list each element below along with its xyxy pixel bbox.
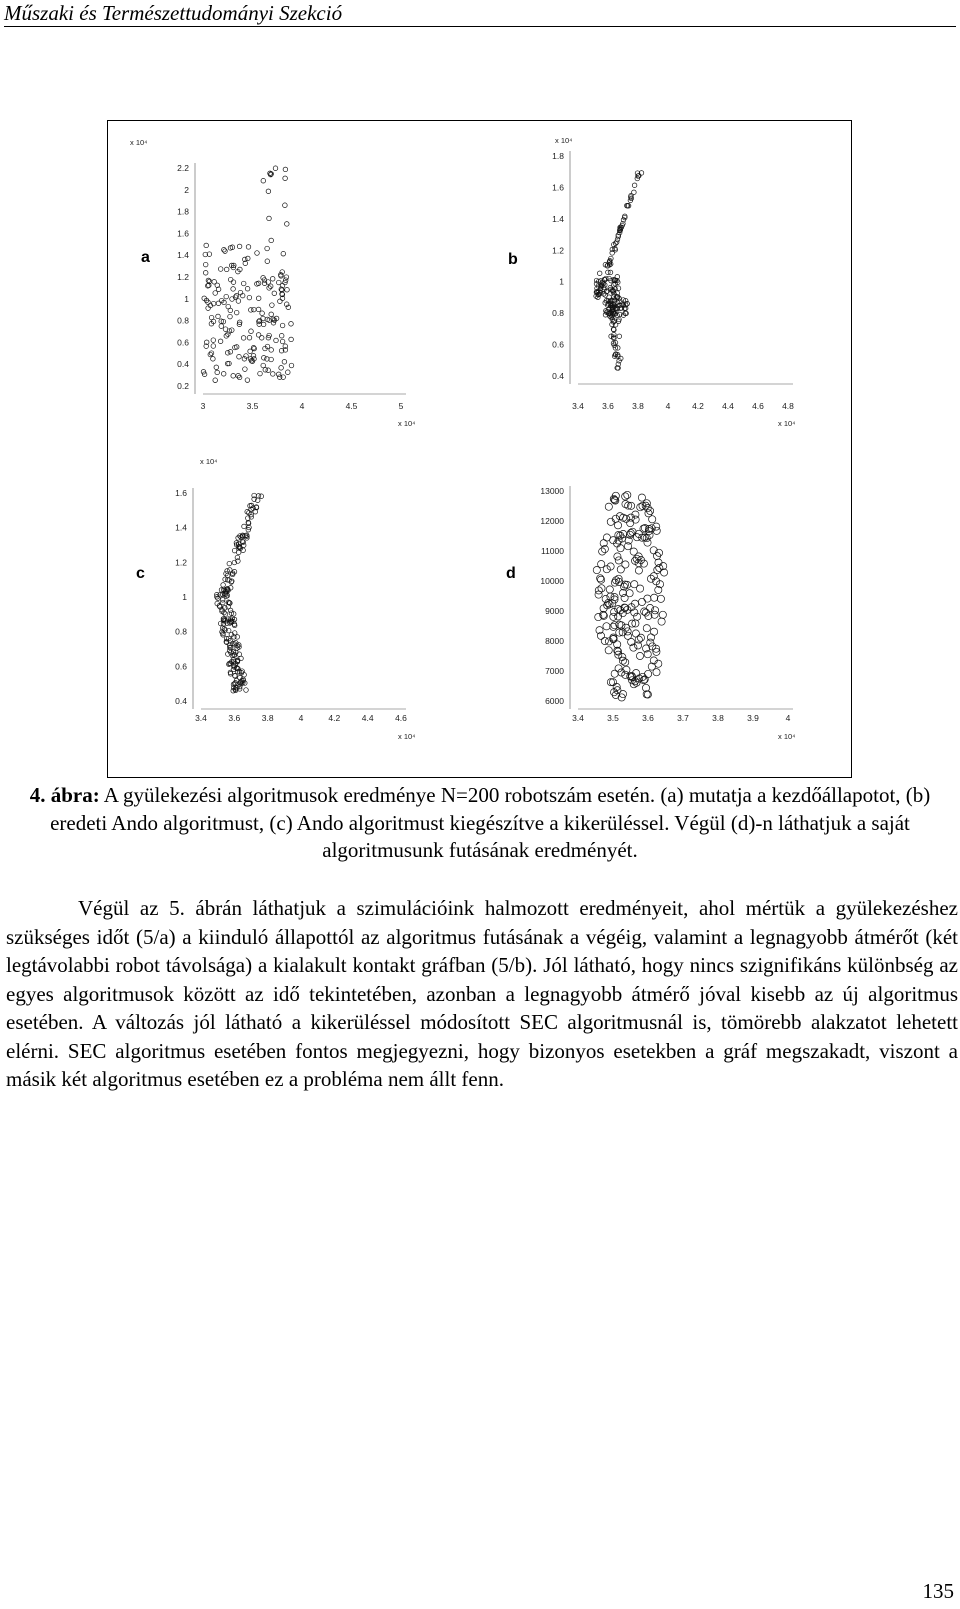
figure-4	[107, 120, 852, 778]
y-tick-label: 10000	[540, 576, 564, 586]
panel-label-b: b	[508, 251, 518, 268]
x-tick-label: 3.6	[642, 713, 654, 723]
data-point	[633, 555, 640, 562]
x-tick-label: 3.9	[747, 713, 759, 723]
data-point	[256, 296, 261, 301]
data-point	[261, 178, 266, 183]
data-point	[265, 357, 270, 362]
data-point	[211, 344, 216, 349]
y-tick-label: 0.8	[552, 308, 564, 319]
data-point	[279, 366, 284, 371]
x-tick-label: 3.8	[261, 713, 274, 723]
y-tick-label: 8000	[545, 636, 564, 646]
data-point	[277, 375, 282, 380]
data-point	[615, 557, 622, 564]
data-point	[659, 611, 666, 618]
body-paragraph: Végül az 5. ábrán láthatjuk a szimulációink halmozott eredményeit, ahol mértük a gyülekezéshez szükséges időt (5/a) a kiinduló állapottól az algoritmus futásának a végéig, valamint a legnagyobb átmérőt (két legtávolabbi robot távolsága) a kialakult kontakt gráfban (5/b). Jól látható, hogy nincs szignifikáns különbség az egyes algoritmusok között az idő tekintetében, azonban a legnagyobb átmérő jóval kisebb az új algoritmus esetében. A változás jól látható a kikerüléssel módosított SEC algoritmusnál is, tömörebb alakzatot lehetett elérni. SEC algoritmus esetében fontos megjegyezni, hogy bizonyos esetekben a gráf megszakadt, viszont a másik két algoritmus esetében ez a probléma nem állt fenn.	[6, 896, 958, 1091]
data-point	[617, 545, 624, 552]
y-tick-label: 12000	[540, 516, 564, 526]
y-tick-label: 0.4	[177, 359, 189, 370]
y-tick-label: 1.2	[175, 557, 187, 568]
y-tick-label: 2	[184, 184, 189, 195]
data-point	[259, 336, 264, 341]
data-point	[278, 299, 283, 304]
figure-caption-label: 4. ábra:	[29, 783, 100, 807]
data-point	[597, 271, 602, 276]
data-point	[632, 190, 637, 195]
data-point	[223, 327, 228, 332]
panel-b	[508, 136, 795, 428]
data-point	[661, 569, 668, 576]
data-point	[228, 308, 233, 313]
data-point	[644, 595, 651, 602]
data-point	[230, 297, 235, 302]
data-point	[283, 176, 288, 181]
x-tick-label: 3.7	[677, 713, 689, 723]
data-point	[215, 370, 220, 375]
x-tick-label: 3.6	[228, 713, 241, 723]
data-point	[614, 240, 619, 245]
y-tick-label: 1	[182, 592, 187, 602]
y-tick-label: 0.6	[552, 339, 564, 350]
data-point	[237, 354, 242, 359]
y-tick-label: 0.4	[552, 371, 564, 381]
data-point	[267, 216, 272, 221]
data-point	[627, 520, 634, 527]
data-point	[261, 363, 266, 368]
data-point	[269, 348, 274, 353]
data-point	[265, 259, 270, 264]
data-point	[262, 356, 267, 361]
data-point	[637, 634, 644, 641]
running-header-title: Műszaki és Természettudományi Szekció	[4, 1, 343, 25]
data-point	[635, 567, 642, 574]
x-tick-label: 4	[298, 713, 304, 723]
y-tick-label: 0.6	[175, 661, 187, 672]
x-tick-label: 4.4	[361, 713, 374, 723]
data-point	[638, 598, 645, 605]
data-point	[647, 634, 654, 641]
x-tick-label: 3	[200, 401, 206, 411]
data-point	[225, 569, 230, 574]
data-point	[248, 349, 253, 354]
data-point	[214, 365, 219, 370]
data-point	[208, 352, 213, 357]
data-point	[263, 368, 268, 373]
y-tick-label: 1	[184, 293, 189, 304]
data-point	[249, 329, 254, 334]
data-point	[247, 295, 252, 300]
data-point	[273, 166, 278, 171]
data-point	[256, 494, 261, 499]
data-point	[626, 590, 633, 597]
data-point	[624, 491, 631, 498]
y-tick-label: 13000	[540, 486, 564, 496]
data-point	[285, 222, 290, 227]
data-point	[231, 280, 236, 285]
data-point	[655, 559, 662, 566]
data-point	[232, 548, 237, 553]
data-point	[283, 203, 288, 208]
x-exponent-label: x 10⁴	[398, 732, 416, 741]
data-point	[658, 618, 665, 625]
x-tick-label: 4.5	[345, 401, 358, 411]
figure-caption-text: A gyülekezési algoritmusok eredménye N=200 robotszám esetén. (a) mutatja a kezdőállapotot, (b) eredeti Ando algoritmust, (c) Ando algoritmust kiegészítve a kikerüléssel. Végül (d)-n láthatjuk a saját algoritmusunk futásának eredményét.	[50, 783, 931, 862]
x-tick-label: 3.8	[712, 713, 724, 723]
data-point	[261, 322, 266, 327]
data-point	[653, 669, 660, 676]
panel-d	[506, 486, 795, 741]
data-point	[289, 337, 294, 342]
data-point	[645, 670, 652, 677]
data-point	[231, 287, 236, 292]
y-exponent-label: x 10⁴	[200, 457, 218, 466]
x-tick-label: 4.4	[722, 401, 734, 411]
data-point	[605, 503, 612, 510]
data-point	[286, 370, 291, 375]
y-tick-label: 0.4	[175, 696, 187, 706]
y-tick-label: 1	[559, 276, 564, 287]
data-point	[624, 543, 631, 550]
x-exponent-label: x 10⁴	[778, 732, 796, 741]
data-point	[632, 516, 639, 523]
data-point	[285, 287, 290, 292]
x-tick-label: 3.5	[607, 713, 619, 723]
data-point	[211, 338, 216, 343]
data-point	[606, 586, 613, 593]
x-tick-label: 4.6	[395, 713, 407, 723]
data-point	[630, 548, 637, 555]
y-tick-label: 1.8	[552, 151, 564, 161]
panel-c	[136, 457, 415, 741]
y-tick-label: 1.6	[177, 228, 189, 239]
data-point	[255, 251, 260, 256]
x-tick-label: 3.4	[195, 713, 207, 723]
data-point	[657, 595, 664, 602]
y-tick-label: 6000	[545, 696, 564, 706]
y-tick-label: 1.6	[552, 182, 564, 193]
x-exponent-label: x 10⁴	[778, 419, 796, 428]
data-point	[246, 245, 251, 250]
data-point	[256, 307, 261, 312]
data-point	[289, 363, 294, 368]
data-point	[265, 246, 270, 251]
y-exponent-label: x 10⁴	[130, 138, 148, 147]
data-point	[245, 378, 250, 383]
data-point	[603, 623, 610, 630]
page-number: 135	[922, 1579, 954, 1603]
data-point	[209, 351, 214, 356]
data-point	[271, 372, 276, 377]
data-point	[213, 291, 218, 296]
data-point	[631, 581, 638, 588]
data-point	[219, 324, 224, 329]
y-tick-label: 1.4	[177, 250, 189, 261]
data-point	[611, 670, 618, 677]
data-point	[227, 561, 232, 566]
data-point	[617, 566, 624, 573]
data-point	[283, 167, 288, 172]
data-point	[218, 339, 223, 344]
x-tick-label: 4.2	[328, 713, 341, 723]
data-point	[598, 561, 605, 568]
data-point	[622, 493, 629, 500]
data-point	[221, 372, 226, 377]
data-point	[270, 303, 275, 308]
data-point	[244, 688, 249, 693]
data-point	[228, 314, 233, 319]
data-point	[616, 286, 621, 291]
data-point	[260, 311, 265, 316]
data-point	[218, 621, 223, 626]
data-point	[282, 360, 287, 365]
x-tick-label: 4	[785, 713, 791, 723]
data-point	[218, 267, 223, 272]
data-point	[643, 500, 650, 507]
x-tick-label: 3.5	[246, 401, 259, 411]
data-point	[261, 316, 266, 321]
data-point	[638, 494, 645, 501]
data-point	[246, 256, 251, 261]
data-point	[203, 262, 208, 267]
data-point	[617, 334, 622, 339]
y-tick-label: 0.8	[175, 626, 187, 637]
y-tick-label: 1.6	[175, 488, 187, 498]
data-point	[211, 357, 216, 362]
data-point	[231, 374, 236, 379]
data-point	[216, 314, 221, 319]
data-point	[222, 247, 227, 252]
data-point	[241, 336, 246, 341]
y-tick-label: 1.4	[552, 213, 564, 224]
panel-label-d: d	[506, 565, 516, 582]
data-point	[643, 625, 650, 632]
data-point	[276, 372, 281, 377]
data-point	[653, 523, 660, 530]
y-tick-label: 0.2	[177, 381, 189, 391]
data-point	[272, 291, 277, 296]
y-tick-label: 9000	[545, 606, 564, 616]
figure-caption	[4, 782, 956, 865]
data-point	[281, 251, 286, 256]
data-point	[289, 322, 294, 327]
data-point	[651, 628, 658, 635]
data-point	[593, 567, 600, 574]
panel-label-c: c	[136, 565, 145, 582]
data-point	[605, 647, 612, 654]
y-tick-label: 7000	[545, 666, 564, 676]
data-point	[266, 189, 271, 194]
y-tick-label: 1.8	[177, 206, 189, 217]
x-tick-label: 3.4	[572, 713, 584, 723]
y-tick-label: 2.2	[177, 163, 189, 173]
x-tick-label: 4.6	[752, 401, 764, 411]
data-point	[224, 267, 229, 272]
y-exponent-label: x 10⁴	[555, 136, 573, 145]
y-tick-label: 11000	[540, 546, 564, 556]
data-point	[654, 566, 661, 573]
data-point	[274, 338, 279, 343]
data-point	[632, 183, 637, 188]
data-point	[204, 243, 209, 248]
x-tick-label: 4.8	[782, 401, 794, 411]
data-point	[619, 589, 626, 596]
y-tick-label: 0.8	[177, 315, 189, 326]
data-point	[280, 339, 285, 344]
panel-label-a: a	[141, 249, 150, 266]
data-point	[622, 561, 629, 568]
data-point	[602, 595, 609, 602]
data-point	[651, 594, 658, 601]
y-tick-label: 1.2	[177, 272, 189, 282]
data-point	[243, 367, 248, 372]
data-point	[216, 301, 221, 306]
data-point	[615, 665, 622, 672]
y-tick-label: 1.4	[175, 522, 187, 533]
data-point	[284, 275, 289, 280]
data-point	[241, 281, 246, 286]
data-point	[228, 350, 233, 355]
data-point	[279, 333, 284, 338]
y-tick-label: 1.2	[552, 245, 564, 256]
data-point	[269, 357, 274, 362]
x-tick-label: 3.6	[602, 401, 614, 411]
panel-a	[130, 138, 415, 428]
data-point	[601, 637, 608, 644]
data-point	[224, 294, 229, 299]
data-point	[610, 613, 617, 620]
data-point	[237, 244, 242, 249]
figure-4-svg	[108, 121, 851, 777]
data-point	[245, 286, 250, 291]
data-point	[213, 378, 218, 383]
data-point	[280, 323, 285, 328]
y-tick-label: 0.6	[177, 337, 189, 348]
data-point	[636, 652, 643, 659]
data-point	[233, 295, 238, 300]
x-tick-label: 5	[398, 401, 404, 411]
data-point	[269, 312, 274, 317]
data-point	[610, 251, 615, 256]
data-point	[228, 277, 233, 282]
data-point	[614, 553, 621, 560]
x-exponent-label: x 10⁴	[398, 419, 416, 428]
data-point	[221, 583, 226, 588]
data-point	[614, 522, 621, 529]
x-tick-label: 3.8	[632, 401, 644, 411]
x-tick-label: 3.4	[572, 401, 584, 411]
data-point	[269, 238, 274, 243]
data-point	[247, 335, 252, 340]
data-point	[249, 308, 254, 313]
data-point	[223, 249, 228, 254]
x-tick-label: 4	[665, 401, 671, 411]
data-point	[206, 278, 211, 283]
running-header	[4, 0, 956, 27]
data-point	[622, 659, 629, 666]
x-tick-label: 4	[299, 401, 305, 411]
data-point	[234, 310, 239, 315]
data-point	[228, 568, 233, 573]
data-point	[225, 351, 230, 356]
data-point	[649, 516, 656, 523]
x-tick-label: 4.2	[692, 401, 704, 411]
data-point	[242, 524, 247, 529]
data-point	[258, 371, 263, 376]
data-point	[270, 277, 275, 282]
data-point	[203, 271, 208, 276]
data-point	[220, 598, 225, 603]
data-point	[637, 504, 644, 511]
